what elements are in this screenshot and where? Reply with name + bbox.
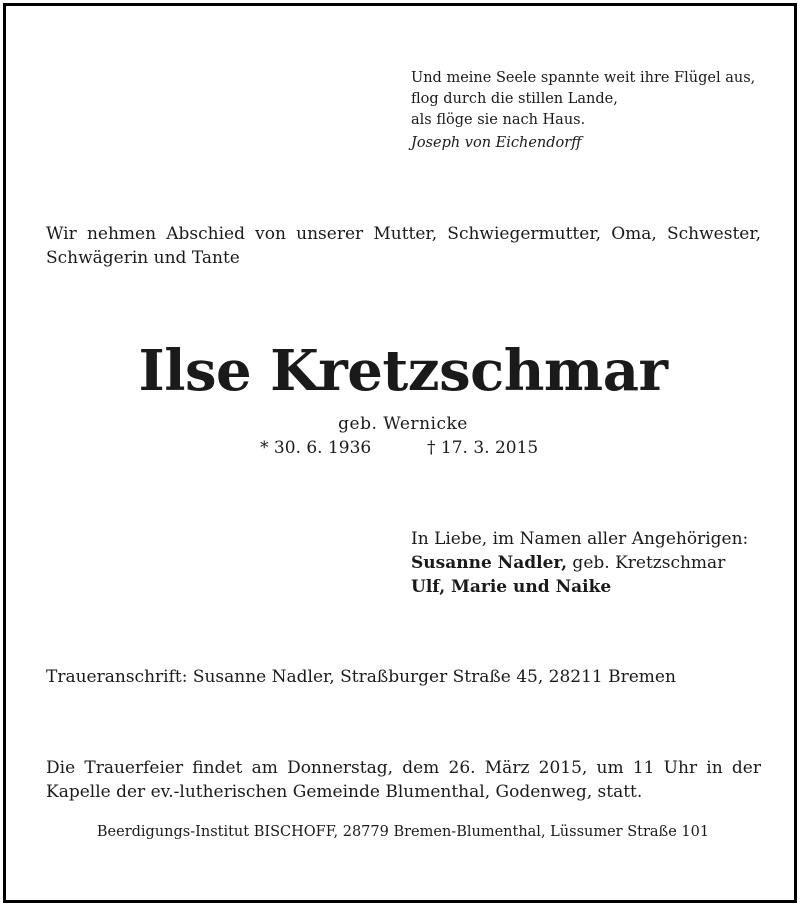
ceremony-line: Kapelle der ev.-lutherischen Gemeinde Blumenthal, Godenweg, statt. <box>46 782 643 802</box>
family-signature <box>411 527 791 599</box>
ceremony-line: Die Trauerfeier findet am Donnerstag, dem 26. März 2015, um 11 Uhr in der <box>46 758 761 778</box>
poem-author: Joseph von Eichendorff <box>411 135 582 151</box>
death-date: † 17. 3. 2015 <box>427 438 539 458</box>
maiden-name: geb. Wernicke <box>338 414 468 434</box>
family-member-name: Ulf, Marie und Naike <box>411 577 612 597</box>
deceased-name: Ilse Kretzschmar <box>138 338 668 404</box>
intro-line: Schwägerin und Tante <box>46 248 240 268</box>
family-member <box>411 551 791 575</box>
funeral-home-credit: Beerdigungs-Institut BISCHOFF, 28779 Bremen-Blumenthal, Lüssumer Straße 101 <box>96 824 710 840</box>
farewell-intro <box>46 222 761 270</box>
family-member-suffix: geb. Kretzschmar <box>567 553 726 573</box>
ceremony-info <box>46 756 761 804</box>
poem-line: Und meine Seele spannte weit ihre Flügel aus, <box>411 70 756 86</box>
family-heading: In Liebe, im Namen aller Angehörigen: <box>411 529 749 549</box>
poem-line: als flöge sie nach Haus. <box>411 112 586 128</box>
life-dates <box>6 436 800 460</box>
obituary-notice <box>3 3 797 903</box>
family-member-name: Susanne Nadler, <box>411 553 568 573</box>
mourning-address: Traueranschrift: Susanne Nadler, Straßburger Straße 45, 28211 Bremen <box>46 667 676 687</box>
poem-quote <box>411 68 781 154</box>
birth-date: * 30. 6. 1936 <box>260 438 372 458</box>
family-member <box>411 575 791 599</box>
intro-line: Wir nehmen Abschied von unserer Mutter, Schwiegermutter, Oma, Schwester, <box>46 224 761 244</box>
poem-line: flog durch die stillen Lande, <box>411 91 618 107</box>
